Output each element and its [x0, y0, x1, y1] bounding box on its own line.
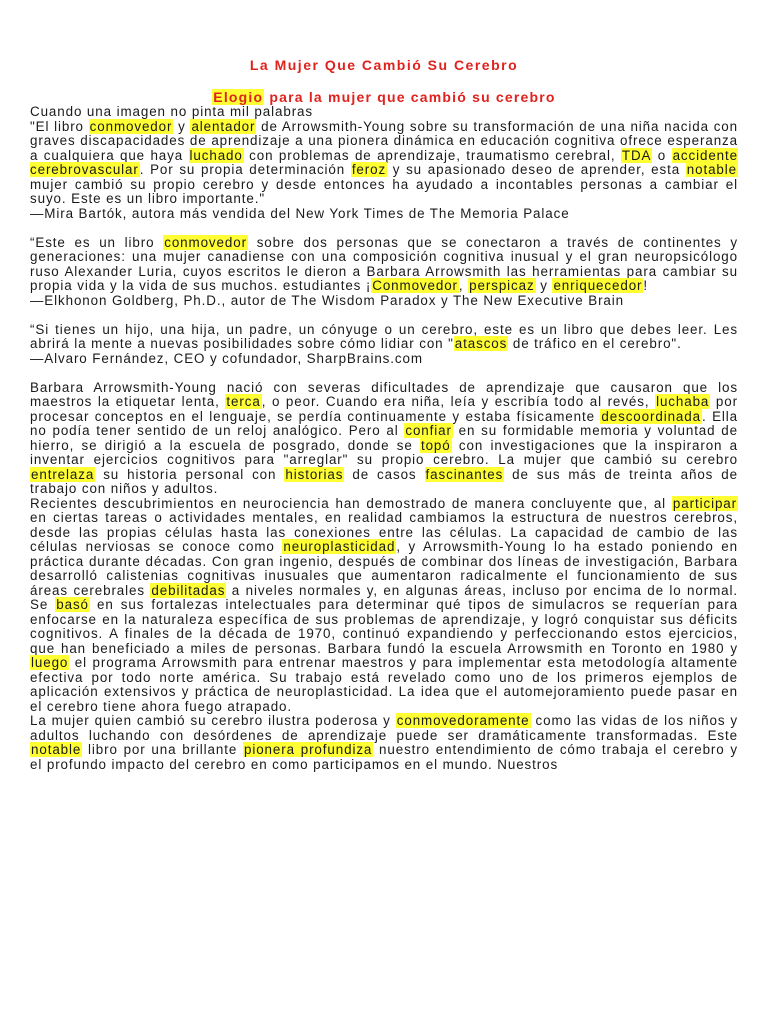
text-run: nuestro entendimiento de cómo trabaja el cerebro y el profundo impacto del cerebro en como participamos en el mundo. Nuestros — [30, 742, 739, 772]
text-run: a niveles normales y, en algunas áreas, incluso por encima de lo normal. Se — [30, 582, 738, 612]
highlighted-text: accidente cerebrovascular — [30, 147, 739, 177]
text-run: para la mujer que cambió su cerebro — [264, 89, 556, 105]
document-body — [30, 105, 738, 772]
text-run: . Ella no podía tener sentido de un reloj analógico. Pero al — [30, 408, 739, 438]
highlighted-text: pionera profundiza — [243, 742, 373, 757]
highlighted-text: historias — [285, 466, 344, 482]
highlighted-text: conmovedoramente — [396, 713, 530, 728]
text-run: . Por su propia determinación — [139, 162, 351, 177]
text-run: , o peor. Cuando era niña, leía y escribía todo al revés, — [261, 394, 656, 409]
text-run: en sus fortalezas intelectuales para determinar qué tipos de simulacros se requerían para enfocarse en la naturaleza específica de sus problemas de aprendizaje, y logró conquistar sus déficits cognitivos. A finales de la década de 1970, continuó expandiendo y perfeccionando estos ejercicios, que han beneficiado a miles de personas. Barbara fundó la escuela Arrowsmith en Toronto en 1980 y — [30, 597, 738, 656]
text-run: —Mira Bartók, autora más vendida del New York Times de The Memoria Palace — [30, 205, 570, 221]
document-title: La Mujer Que Cambió Su Cerebro — [249, 57, 519, 73]
paragraph — [30, 236, 738, 294]
highlighted-text: luchaba — [656, 394, 710, 409]
text-run: en su formidable memoria y voluntad de hierro, se dirigió a la escuela de posgrado, donde se — [30, 423, 738, 453]
text-run: ! — [643, 278, 649, 293]
highlighted-text: perspicaz — [469, 278, 535, 293]
highlighted-text: debilitadas — [151, 582, 226, 598]
text-run: con problemas de aprendizaje, traumatismo cerebral, — [243, 147, 621, 163]
text-run: —Elkhonon Goldberg, Ph.D., autor de The Wisdom Paradox y The New Executive Brain — [30, 292, 624, 308]
highlighted-text: luego — [31, 655, 69, 670]
highlighted-text: descoordinada — [601, 408, 701, 424]
highlighted-text: conmovedor — [89, 118, 173, 134]
text-run: libro por una brillante — [82, 742, 243, 757]
text-run: por procesar conceptos en el lenguaje, se perdía continuamente y estaba físicamente — [30, 394, 738, 424]
highlighted-text: entrelaza — [31, 466, 95, 482]
text-run: sobre dos personas que se conectaron a través de continentes y generaciones: una mujer canadiense con una composición cognitiva inusual y el gran neuropsicólogo ruso Alexander Luria, cuyos escritos le dieron a Barbara Arrowsmith las herramientas para cambiar su propia vida y la vida de sus muchos. estudiantes ¡ — [30, 234, 738, 293]
paragraph — [30, 294, 738, 309]
highlighted-text: basó — [56, 597, 89, 612]
highlighted-text: alentador — [191, 118, 256, 134]
text-run: Recientes descubrimientos en neurociencia han demostrado de manera concluyente que, al — [30, 495, 672, 511]
highlighted-text: Elogio — [213, 89, 264, 105]
text-run: mujer cambió su propio cerebro y desde entonces ha ayudado a incontables personas a cambiar el suyo. Este es un libro importante." — [30, 176, 738, 206]
text-run: de Arrowsmith-Young sobre su transformación de una niña nacida con graves discapacidades de aprendizaje a una pionera dinámica en educación cognitiva ofrece esperanza a cualquiera que haya — [30, 118, 739, 163]
highlighted-text: terca — [226, 394, 261, 409]
highlighted-text: Conmovedor — [372, 278, 458, 293]
text-run: como las vidas de los niños y adultos luchando con desórdenes de aprendizaje puede ser dramáticamente transformadas. Este — [30, 713, 739, 743]
paragraph — [30, 323, 738, 352]
text-run: Cuando una imagen no pinta mil palabras — [30, 104, 313, 119]
highlighted-text: fascinantes — [425, 466, 504, 482]
highlighted-text: enriquecedor — [553, 278, 643, 293]
highlighted-text: notable — [686, 162, 737, 177]
paragraph — [30, 497, 738, 715]
highlighted-text: conmovedor — [164, 234, 247, 250]
text-run: de sus más de treinta años de trabajo con niños y adultos. — [30, 466, 738, 496]
paragraph — [30, 105, 738, 120]
text-run: o — [652, 147, 672, 163]
highlighted-text: confiar — [405, 423, 452, 438]
paragraph — [30, 120, 738, 207]
paragraph — [30, 714, 738, 772]
highlighted-text: luchado — [189, 147, 243, 163]
text-run: de casos — [344, 466, 425, 482]
highlighted-text: neuroplasticidad — [283, 539, 396, 554]
paragraph — [30, 352, 738, 367]
text-run: y — [173, 118, 191, 134]
text-run: con investigaciones que la inspiraron a inventar ejercicios cognitivos para "arreglar" su propio cerebro. La mujer que cambió su cerebro — [30, 437, 739, 467]
text-run: “Este es un libro — [30, 234, 164, 250]
text-run: , — [458, 278, 469, 293]
highlighted-text: feroz — [351, 162, 387, 177]
document-subtitle — [30, 90, 738, 105]
highlighted-text: participar — [672, 495, 737, 511]
highlighted-text: TDA — [621, 147, 652, 163]
text-run: "El libro — [30, 118, 89, 134]
text-run: su historia personal con — [95, 466, 285, 482]
text-run: y — [535, 278, 553, 293]
text-run: , y Arrowsmith-Young lo ha estado poniendo en práctica durante décadas. Con gran ingenio, después de combinar dos líneas de investigación, Barbara desarrolló calistenias cognitivas inusuales que aumentaron radicalmente el funcionamiento de sus áreas cerebrales — [30, 539, 738, 598]
paragraph — [30, 207, 738, 222]
text-run: Barbara Arrowsmith-Young nació con severas dificultades de aprendizaje que causaron que los maestros la etiquetar lenta, — [30, 379, 738, 409]
text-run: La mujer quien cambió su cerebro ilustra poderosa y — [30, 713, 396, 728]
text-run: el programa Arrowsmith para entrenar maestros y para implementar esta metodología altamente efectiva por todo norte américa. Su trabajo está revelado como uno de los primeros ejemplos de aplicación extensivos y práctica de neuroplasticidad. La idea que el automejoramiento puede pasar en el cerebro tiene ahora fuego atrapado. — [30, 655, 738, 714]
highlighted-text: topó — [420, 437, 451, 453]
text-run: —Alvaro Fernández, CEO y cofundador, SharpBrains.com — [30, 350, 423, 366]
text-run: “Si tienes un hijo, una hija, un padre, un cónyuge o un cerebro, este es un libro que debes leer. Les abrirá la mente a nuevas posibilidades sobre cómo lidiar con " — [30, 321, 738, 351]
text-run: y su apasionado deseo de aprender, esta — [387, 162, 686, 177]
highlighted-text: atascos — [454, 336, 508, 351]
text-run: de tráfico en el cerebro". — [508, 336, 682, 351]
paragraph — [30, 381, 738, 497]
highlighted-text: notable — [31, 742, 82, 757]
text-run: en ciertas tareas o actividades mentales, en realidad cambiamos la estructura de nuestros cerebros, desde las propias células hasta las conexiones entre las células. La capacidad de cambio de las células nerviosas se conoce como — [30, 510, 738, 554]
